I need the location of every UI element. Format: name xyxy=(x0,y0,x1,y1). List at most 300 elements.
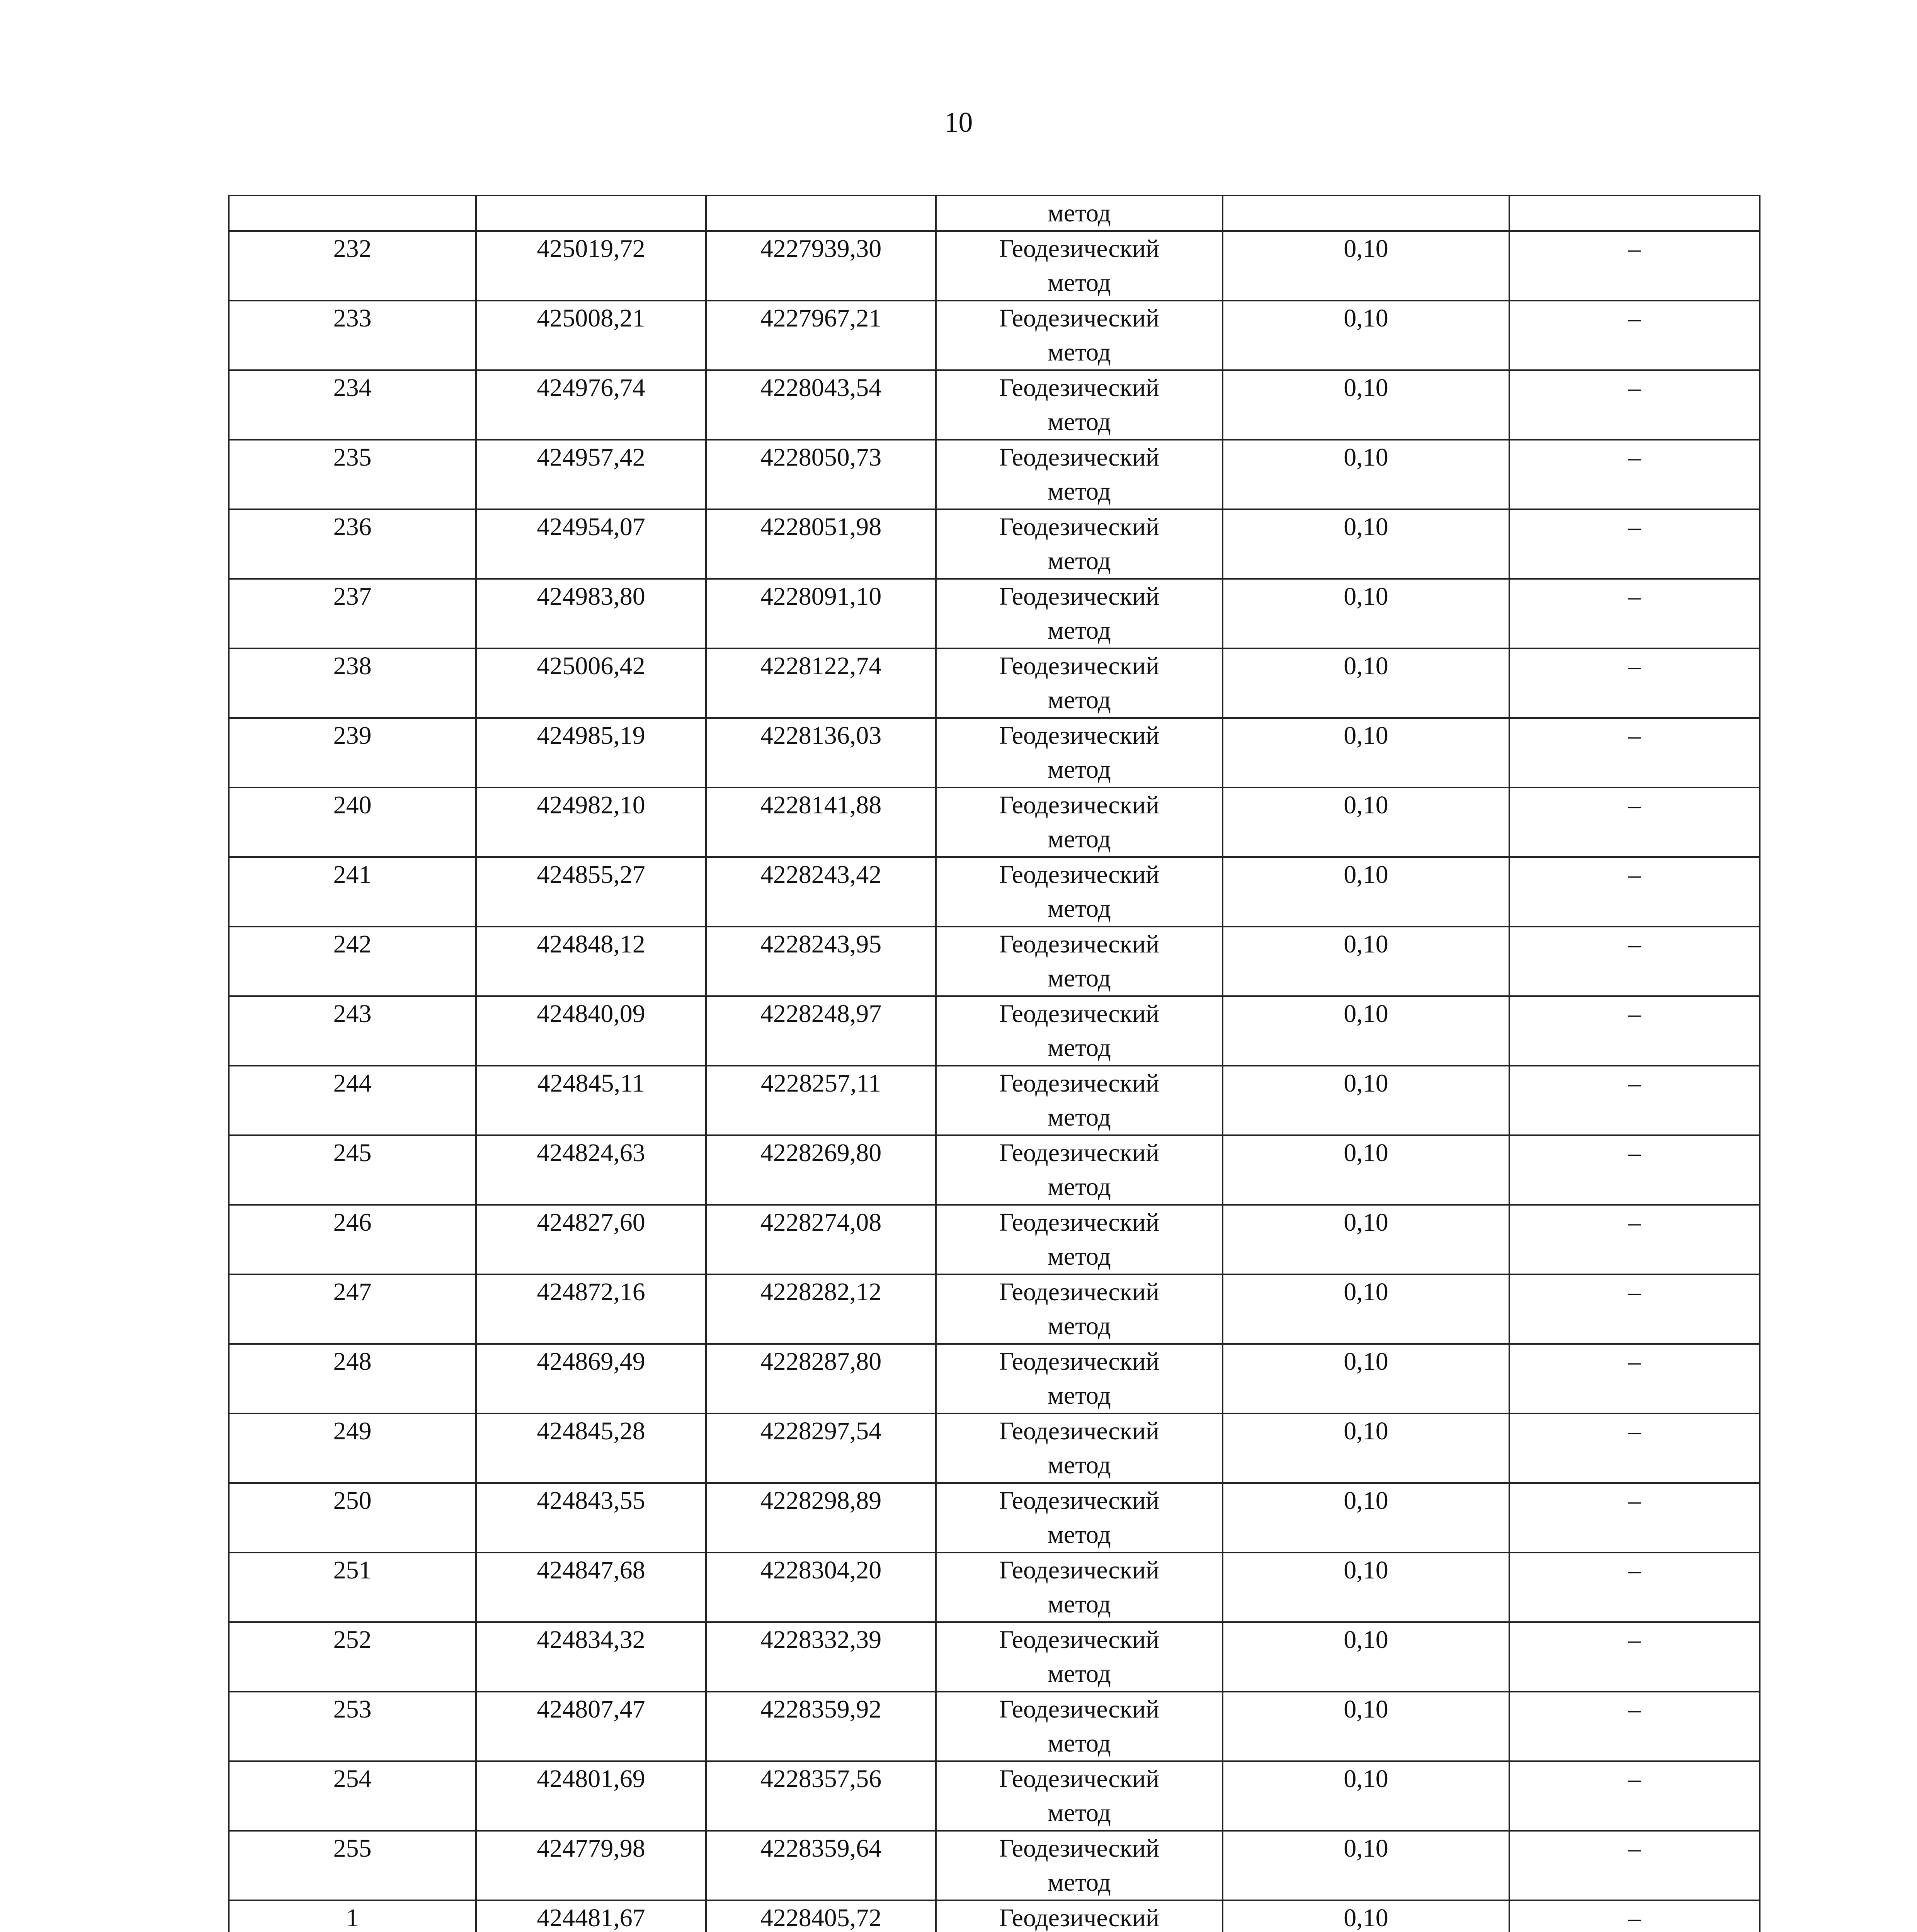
cell-point-number-text: 253 xyxy=(333,1695,372,1723)
table-row xyxy=(229,509,1760,579)
cell-x xyxy=(476,1344,706,1413)
cell-accuracy-text: 0,10 xyxy=(1344,1834,1388,1862)
cell-accuracy-text: 0,10 xyxy=(1344,1556,1388,1584)
cell-note xyxy=(1509,509,1760,579)
cell-method xyxy=(936,1205,1223,1274)
cell-y-text: 4228298,89 xyxy=(760,1486,882,1515)
cell-y xyxy=(706,718,936,787)
cell-method xyxy=(936,301,1223,370)
cell-accuracy xyxy=(1223,718,1509,787)
cell-method xyxy=(936,1066,1223,1135)
cell-method-text: Геодезический xyxy=(999,1834,1160,1862)
cell-x xyxy=(476,579,706,648)
cell-method xyxy=(936,1135,1223,1205)
cell-method-text: метод xyxy=(1048,686,1111,714)
cell-y xyxy=(706,996,936,1066)
cell-note-text: – xyxy=(1628,1904,1641,1932)
cell-note xyxy=(1509,1205,1760,1274)
cell-point-number xyxy=(229,1553,476,1622)
cell-accuracy-text: 0,10 xyxy=(1344,1208,1388,1236)
cell-method xyxy=(936,196,1223,231)
cell-accuracy xyxy=(1223,579,1509,648)
table-row xyxy=(229,1483,1760,1553)
table-row xyxy=(229,718,1760,787)
cell-method-text: Геодезический xyxy=(999,1556,1160,1584)
cell-method-text: метод xyxy=(1048,1381,1111,1410)
cell-point-number-text: 252 xyxy=(333,1626,372,1654)
cell-accuracy-text: 0,10 xyxy=(1344,791,1388,819)
cell-accuracy xyxy=(1223,1483,1509,1553)
cell-point-number-text: 249 xyxy=(333,1417,372,1445)
table-row xyxy=(229,996,1760,1066)
cell-note xyxy=(1509,1483,1760,1553)
cell-method-text: метод xyxy=(1048,1034,1111,1062)
cell-note-text: – xyxy=(1628,1417,1641,1445)
cell-method-text: Геодезический xyxy=(999,1626,1160,1654)
cell-point-number-text: 245 xyxy=(333,1139,372,1167)
cell-method xyxy=(936,1274,1223,1344)
cell-method-text: Геодезический xyxy=(999,791,1160,819)
cell-method-text: метод xyxy=(1048,1520,1111,1549)
cell-y xyxy=(706,1483,936,1553)
cell-accuracy xyxy=(1223,1344,1509,1413)
cell-x xyxy=(476,1622,706,1692)
cell-note-text: – xyxy=(1628,1000,1641,1028)
cell-method xyxy=(936,787,1223,857)
cell-y xyxy=(706,440,936,509)
cell-x xyxy=(476,1761,706,1831)
cell-method xyxy=(936,927,1223,996)
cell-note-text: – xyxy=(1628,304,1641,332)
cell-method-text: метод xyxy=(1048,408,1111,436)
table-row xyxy=(229,231,1760,301)
cell-y xyxy=(706,1066,936,1135)
cell-y-text: 4228051,98 xyxy=(760,513,882,541)
cell-y-text: 4228257,11 xyxy=(760,1069,881,1097)
cell-point-number-text: 232 xyxy=(333,235,372,263)
cell-x xyxy=(476,1900,706,1932)
cell-point-number xyxy=(229,301,476,370)
cell-x xyxy=(476,787,706,857)
cell-y xyxy=(706,1761,936,1831)
cell-method-text: Геодезический xyxy=(999,1000,1160,1028)
cell-x-text: 424834,32 xyxy=(537,1626,645,1654)
cell-x xyxy=(476,927,706,996)
cell-x-text: 424985,19 xyxy=(537,721,645,750)
cell-method xyxy=(936,718,1223,787)
cell-point-number xyxy=(229,231,476,301)
table-row xyxy=(229,1205,1760,1274)
cell-method xyxy=(936,1344,1223,1413)
table-row xyxy=(229,1622,1760,1692)
cell-method-text: метод xyxy=(1048,1590,1111,1618)
cell-y-text: 4228136,03 xyxy=(760,721,882,750)
cell-note-text: – xyxy=(1628,582,1641,611)
cell-method-text: Геодезический xyxy=(999,861,1160,889)
cell-method-text: метод xyxy=(1048,1312,1111,1340)
cell-point-number-text: 248 xyxy=(333,1347,372,1376)
cell-x xyxy=(476,370,706,440)
table-row xyxy=(229,1413,1760,1483)
cell-method-text: Геодезический xyxy=(999,652,1160,680)
cell-accuracy xyxy=(1223,1692,1509,1761)
cell-y-text: 4228243,42 xyxy=(760,861,882,889)
cell-x-text: 424869,49 xyxy=(537,1347,645,1376)
method-tail: метод xyxy=(1048,199,1111,227)
cell-method xyxy=(936,231,1223,301)
cell-accuracy xyxy=(1223,509,1509,579)
cell-accuracy xyxy=(1223,196,1509,231)
cell-x-text: 424481,67 xyxy=(537,1904,645,1932)
cell-point-number-text: 243 xyxy=(333,1000,372,1028)
cell-y-text: 4228091,10 xyxy=(760,582,882,611)
cell-note xyxy=(1509,1066,1760,1135)
cell-accuracy-text: 0,10 xyxy=(1344,652,1388,680)
cell-y xyxy=(706,1274,936,1344)
cell-x xyxy=(476,1066,706,1135)
cell-x-text: 424954,07 xyxy=(537,513,645,541)
table-row xyxy=(229,1692,1760,1761)
cell-accuracy-text: 0,10 xyxy=(1344,1904,1388,1932)
cell-y-text: 4228359,64 xyxy=(760,1834,882,1862)
cell-y xyxy=(706,787,936,857)
cell-y-text: 4228282,12 xyxy=(760,1278,882,1306)
cell-x xyxy=(476,1135,706,1205)
cell-point-number-text: 236 xyxy=(333,513,372,541)
cell-method xyxy=(936,440,1223,509)
cell-accuracy-text: 0,10 xyxy=(1344,1139,1388,1167)
cell-method-text: Геодезический xyxy=(999,1486,1160,1515)
cell-point-number xyxy=(229,196,476,231)
cell-x xyxy=(476,996,706,1066)
cell-method-text: Геодезический xyxy=(999,1904,1160,1932)
cell-note xyxy=(1509,1413,1760,1483)
table-row xyxy=(229,787,1760,857)
cell-method-text: метод xyxy=(1048,1868,1111,1896)
cell-y xyxy=(706,927,936,996)
cell-point-number xyxy=(229,440,476,509)
table-row xyxy=(229,1553,1760,1622)
cell-point-number-text: 239 xyxy=(333,721,372,750)
cell-method-text: Геодезический xyxy=(999,443,1160,471)
cell-point-number xyxy=(229,787,476,857)
cell-note xyxy=(1509,1622,1760,1692)
cell-method-text: Геодезический xyxy=(999,1347,1160,1376)
cell-method xyxy=(936,857,1223,927)
cell-point-number xyxy=(229,1761,476,1831)
cell-y-text: 4227939,30 xyxy=(760,235,882,263)
cell-point-number xyxy=(229,1344,476,1413)
table-row xyxy=(229,370,1760,440)
cell-x-text: 424976,74 xyxy=(537,374,645,402)
cell-accuracy-text: 0,10 xyxy=(1344,1695,1388,1723)
cell-point-number-text: 1 xyxy=(346,1904,359,1932)
cell-point-number xyxy=(229,1483,476,1553)
cell-accuracy xyxy=(1223,1622,1509,1692)
cell-y-text: 4228359,92 xyxy=(760,1695,882,1723)
cell-accuracy-text: 0,10 xyxy=(1344,1626,1388,1654)
cell-x-text: 424983,80 xyxy=(537,582,645,611)
cell-accuracy-text: 0,10 xyxy=(1344,235,1388,263)
cell-y xyxy=(706,301,936,370)
cell-method-text: Геодезический xyxy=(999,1139,1160,1167)
cell-x-text: 425019,72 xyxy=(537,235,645,263)
cell-x-text: 424779,98 xyxy=(537,1834,645,1862)
cell-x xyxy=(476,718,706,787)
cell-note xyxy=(1509,927,1760,996)
cell-y-text: 4228043,54 xyxy=(760,374,882,402)
cell-accuracy xyxy=(1223,996,1509,1066)
cell-method xyxy=(936,579,1223,648)
cell-point-number xyxy=(229,927,476,996)
cell-note-text: – xyxy=(1628,235,1641,263)
table-row xyxy=(229,1274,1760,1344)
cell-y xyxy=(706,1831,936,1900)
cell-accuracy-text: 0,10 xyxy=(1344,304,1388,332)
cell-point-number-text: 242 xyxy=(333,930,372,958)
cell-method xyxy=(936,509,1223,579)
cell-accuracy xyxy=(1223,1831,1509,1900)
cell-x xyxy=(476,301,706,370)
cell-accuracy xyxy=(1223,648,1509,718)
cell-x xyxy=(476,1553,706,1622)
cell-note xyxy=(1509,718,1760,787)
cell-y xyxy=(706,1900,936,1932)
cell-note-text: – xyxy=(1628,1139,1641,1167)
cell-note-text: – xyxy=(1628,1695,1641,1723)
cell-method-text: Геодезический xyxy=(999,582,1160,611)
table-row xyxy=(229,648,1760,718)
cell-y-text: 4227967,21 xyxy=(760,304,882,332)
cell-y xyxy=(706,1205,936,1274)
cell-y-text: 4228141,88 xyxy=(760,791,882,819)
cell-accuracy-text: 0,10 xyxy=(1344,1347,1388,1376)
cell-point-number-text: 240 xyxy=(333,791,372,819)
cell-point-number xyxy=(229,1622,476,1692)
cell-note xyxy=(1509,1761,1760,1831)
table-row xyxy=(229,1344,1760,1413)
cell-method-text: Геодезический xyxy=(999,1417,1160,1445)
cell-y xyxy=(706,1413,936,1483)
cell-note-text: – xyxy=(1628,1486,1641,1515)
cell-method-text: Геодезический xyxy=(999,1069,1160,1097)
cell-accuracy xyxy=(1223,1274,1509,1344)
cell-accuracy-text: 0,10 xyxy=(1344,721,1388,750)
cell-y-text: 4228405,72 xyxy=(760,1904,882,1932)
cell-point-number xyxy=(229,370,476,440)
cell-method-text: Геодезический xyxy=(999,513,1160,541)
cell-x-text: 424847,68 xyxy=(537,1556,645,1584)
cell-method xyxy=(936,1831,1223,1900)
cell-point-number xyxy=(229,718,476,787)
cell-method-text: метод xyxy=(1048,1729,1111,1757)
cell-note-text: – xyxy=(1628,1556,1641,1584)
cell-note xyxy=(1509,1692,1760,1761)
cell-y xyxy=(706,1692,936,1761)
cell-note-text: – xyxy=(1628,1069,1641,1097)
cell-x xyxy=(476,857,706,927)
cell-method-text: метод xyxy=(1048,1451,1111,1479)
cell-note-text: – xyxy=(1628,1626,1641,1654)
cell-accuracy xyxy=(1223,927,1509,996)
cell-method xyxy=(936,1483,1223,1553)
cell-note-text: – xyxy=(1628,721,1641,750)
cell-point-number xyxy=(229,1831,476,1900)
cell-method-text: метод xyxy=(1048,616,1111,645)
cell-x-text: 424982,10 xyxy=(537,791,645,819)
cell-method xyxy=(936,648,1223,718)
cell-accuracy-text: 0,10 xyxy=(1344,1417,1388,1445)
cell-accuracy-text: 0,10 xyxy=(1344,582,1388,611)
cell-point-number-text: 255 xyxy=(333,1834,372,1862)
cell-accuracy-text: 0,10 xyxy=(1344,1000,1388,1028)
cell-point-number xyxy=(229,857,476,927)
cell-note-text: – xyxy=(1628,513,1641,541)
cell-y xyxy=(706,1344,936,1413)
cell-point-number-text: 234 xyxy=(333,374,372,402)
cell-note xyxy=(1509,648,1760,718)
cell-method xyxy=(936,1553,1223,1622)
cell-method-text: метод xyxy=(1048,895,1111,923)
cell-x-text: 424824,63 xyxy=(537,1139,645,1167)
cell-method-text: Геодезический xyxy=(999,235,1160,263)
cell-note xyxy=(1509,787,1760,857)
cell-note xyxy=(1509,579,1760,648)
cell-y xyxy=(706,579,936,648)
cell-accuracy-text: 0,10 xyxy=(1344,1765,1388,1793)
cell-note xyxy=(1509,1274,1760,1344)
cell-method-text: метод xyxy=(1048,825,1111,853)
cell-accuracy xyxy=(1223,1135,1509,1205)
cell-method-text: метод xyxy=(1048,338,1111,366)
cell-accuracy-text: 0,10 xyxy=(1344,861,1388,889)
cell-accuracy-text: 0,10 xyxy=(1344,1069,1388,1097)
cell-accuracy xyxy=(1223,1761,1509,1831)
cell-point-number xyxy=(229,648,476,718)
cell-note xyxy=(1509,370,1760,440)
cell-y-text: 4228304,20 xyxy=(760,1556,882,1584)
cell-point-number-text: 250 xyxy=(333,1486,372,1515)
cell-accuracy-text: 0,10 xyxy=(1344,1486,1388,1515)
cell-accuracy xyxy=(1223,301,1509,370)
cell-x-text: 424840,09 xyxy=(537,1000,645,1028)
table-row xyxy=(229,1831,1760,1900)
cell-accuracy-text: 0,10 xyxy=(1344,443,1388,471)
cell-point-number xyxy=(229,509,476,579)
cell-x-text: 424843,55 xyxy=(537,1486,645,1515)
cell-method-text: метод xyxy=(1048,964,1111,992)
cell-note-text: – xyxy=(1628,930,1641,958)
table-row xyxy=(229,1761,1760,1831)
cell-method-text: Геодезический xyxy=(999,930,1160,958)
cell-method-text: метод xyxy=(1048,477,1111,505)
page-number: 10 xyxy=(944,107,973,138)
cell-x-text: 425006,42 xyxy=(537,652,645,680)
cell-x-text: 424801,69 xyxy=(537,1765,645,1793)
cell-accuracy xyxy=(1223,1205,1509,1274)
cell-note xyxy=(1509,857,1760,927)
cell-method-text: метод xyxy=(1048,269,1111,297)
cell-accuracy xyxy=(1223,231,1509,301)
cell-point-number xyxy=(229,579,476,648)
table-row xyxy=(229,1135,1760,1205)
cell-note xyxy=(1509,231,1760,301)
cell-point-number-text: 246 xyxy=(333,1208,372,1236)
cell-x-text: 424845,28 xyxy=(537,1417,645,1445)
cell-point-number xyxy=(229,996,476,1066)
cell-point-number-text: 254 xyxy=(333,1765,372,1793)
cell-accuracy xyxy=(1223,440,1509,509)
cell-y-text: 4228050,73 xyxy=(760,443,882,471)
cell-x xyxy=(476,231,706,301)
cell-note xyxy=(1509,996,1760,1066)
cell-method-text: Геодезический xyxy=(999,1695,1160,1723)
cell-point-number xyxy=(229,1413,476,1483)
cell-note xyxy=(1509,440,1760,509)
cell-point-number-text: 251 xyxy=(333,1556,372,1584)
cell-method xyxy=(936,1900,1223,1932)
cell-note-text: – xyxy=(1628,374,1641,402)
cell-point-number xyxy=(229,1900,476,1932)
cell-note xyxy=(1509,1900,1760,1932)
cell-note-text: – xyxy=(1628,791,1641,819)
cell-y xyxy=(706,196,936,231)
cell-y xyxy=(706,370,936,440)
cell-x xyxy=(476,1483,706,1553)
cell-method xyxy=(936,370,1223,440)
cell-point-number-text: 244 xyxy=(333,1069,372,1097)
cell-x xyxy=(476,648,706,718)
cell-note-text: – xyxy=(1628,1347,1641,1376)
cell-y-text: 4228248,97 xyxy=(760,1000,882,1028)
cell-x-text: 424845,11 xyxy=(537,1069,645,1097)
cell-method xyxy=(936,1761,1223,1831)
coordinates-table xyxy=(228,195,1761,1932)
table-row xyxy=(229,1066,1760,1135)
cell-note xyxy=(1509,1135,1760,1205)
cell-point-number-text: 237 xyxy=(333,582,372,611)
cell-x xyxy=(476,509,706,579)
cell-y-text: 4228357,56 xyxy=(760,1765,882,1793)
cell-accuracy xyxy=(1223,1553,1509,1622)
cell-point-number xyxy=(229,1692,476,1761)
table-row xyxy=(229,301,1760,370)
cell-x xyxy=(476,440,706,509)
cell-accuracy xyxy=(1223,1900,1509,1932)
cell-y-text: 4228287,80 xyxy=(760,1347,882,1376)
cell-note-text: – xyxy=(1628,1278,1641,1306)
cell-note xyxy=(1509,1344,1760,1413)
table-row xyxy=(229,440,1760,509)
cell-method xyxy=(936,1692,1223,1761)
cell-x xyxy=(476,1831,706,1900)
cell-y xyxy=(706,1622,936,1692)
cell-y-text: 4228332,39 xyxy=(760,1626,882,1654)
cell-method-text: метод xyxy=(1048,1173,1111,1201)
cell-note-text: – xyxy=(1628,1208,1641,1236)
cell-method-text: Геодезический xyxy=(999,721,1160,750)
cell-point-number-text: 233 xyxy=(333,304,372,332)
cell-x xyxy=(476,1692,706,1761)
cell-x xyxy=(476,1413,706,1483)
cell-method-text: метод xyxy=(1048,1103,1111,1131)
cell-accuracy-text: 0,10 xyxy=(1344,1278,1388,1306)
cell-x xyxy=(476,1274,706,1344)
cell-point-number-text: 247 xyxy=(333,1278,372,1306)
cell-accuracy xyxy=(1223,857,1509,927)
cell-accuracy-text: 0,10 xyxy=(1344,374,1388,402)
cell-x-text: 424855,27 xyxy=(537,861,645,889)
